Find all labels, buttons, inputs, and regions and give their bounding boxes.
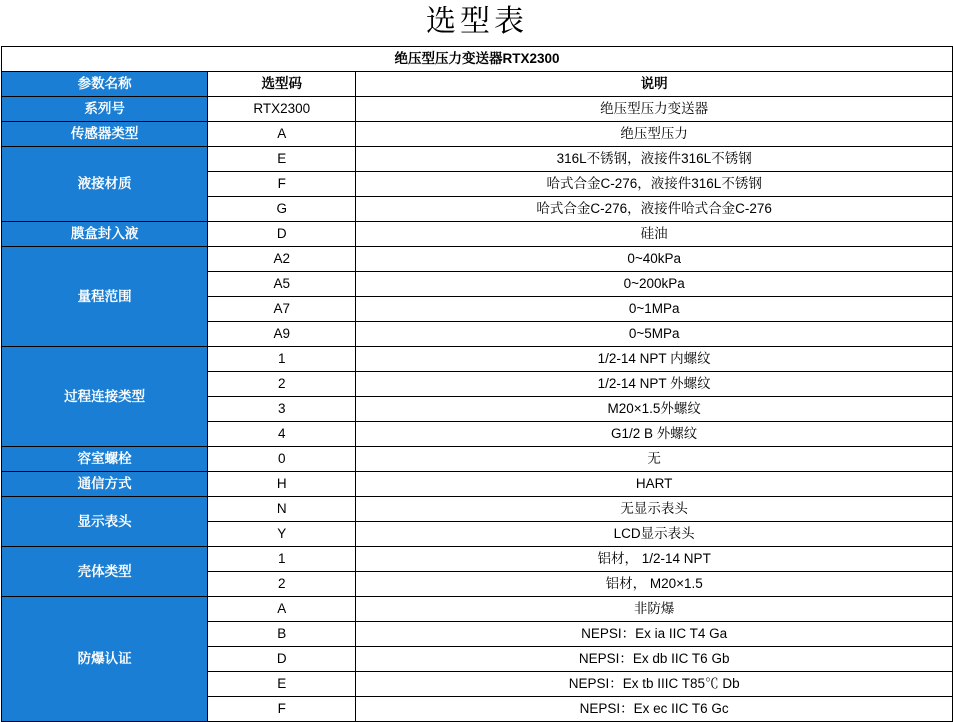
selection-code-cell: 2	[208, 572, 356, 597]
description-cell: NEPSI：Ex db IIC T6 Gb	[356, 647, 953, 672]
selection-code-cell: F	[208, 697, 356, 722]
selection-code-cell: A7	[208, 297, 356, 322]
param-name-cell: 过程连接类型	[2, 347, 208, 447]
description-cell: NEPSI：Ex ec IIC T6 Gc	[356, 697, 953, 722]
selection-code-cell: 1	[208, 547, 356, 572]
selection-code-cell: E	[208, 147, 356, 172]
description-cell: NEPSI：Ex ia IIC T4 Ga	[356, 622, 953, 647]
table-row	[2, 247, 953, 272]
description-cell: 0~200kPa	[356, 272, 953, 297]
selection-code-cell: A	[208, 597, 356, 622]
description-cell: LCD显示表头	[356, 522, 953, 547]
description-cell: 1/2-14 NPT 外螺纹	[356, 372, 953, 397]
selection-code-cell: E	[208, 672, 356, 697]
selection-code-cell: F	[208, 172, 356, 197]
table-row	[2, 222, 953, 247]
table-header-row	[2, 72, 953, 97]
description-cell: 硅油	[356, 222, 953, 247]
description-cell: HART	[356, 472, 953, 497]
description-cell: 无	[356, 447, 953, 472]
header-param: 参数名称	[2, 72, 208, 97]
description-cell: 非防爆	[356, 597, 953, 622]
table-row	[2, 547, 953, 572]
param-name-cell: 容室螺栓	[2, 447, 208, 472]
selection-code-cell: D	[208, 647, 356, 672]
table-row	[2, 147, 953, 172]
header-desc: 说明	[356, 72, 953, 97]
table-subtitle-row	[2, 47, 953, 72]
description-cell: 绝压型压力变送器	[356, 97, 953, 122]
selection-code-cell: A2	[208, 247, 356, 272]
selection-code-cell: A5	[208, 272, 356, 297]
description-cell: M20×1.5外螺纹	[356, 397, 953, 422]
selection-code-cell: 4	[208, 422, 356, 447]
selection-code-cell: 3	[208, 397, 356, 422]
param-name-cell: 壳体类型	[2, 547, 208, 597]
selection-code-cell: G	[208, 197, 356, 222]
description-cell: 0~1MPa	[356, 297, 953, 322]
param-name-cell: 通信方式	[2, 472, 208, 497]
description-cell: 绝压型压力	[356, 122, 953, 147]
selection-code-cell: 0	[208, 447, 356, 472]
table-row	[2, 597, 953, 622]
param-name-cell: 系列号	[2, 97, 208, 122]
selection-code-cell: A	[208, 122, 356, 147]
description-cell: 哈式合金C-276，液接件316L不锈钢	[356, 172, 953, 197]
selection-code-cell: 1	[208, 347, 356, 372]
description-cell: 无显示表头	[356, 497, 953, 522]
param-name-cell: 防爆认证	[2, 597, 208, 722]
selection-code-cell: Y	[208, 522, 356, 547]
selection-code-cell: RTX2300	[208, 97, 356, 122]
description-cell: 1/2-14 NPT 内螺纹	[356, 347, 953, 372]
description-cell: 铝材， M20×1.5	[356, 572, 953, 597]
table-row	[2, 447, 953, 472]
description-cell: 316L不锈钢，液接件316L不锈钢	[356, 147, 953, 172]
table-row	[2, 472, 953, 497]
table-subtitle: 绝压型压力变送器RTX2300	[2, 47, 953, 72]
description-cell: 铝材， 1/2-14 NPT	[356, 547, 953, 572]
selection-code-cell: H	[208, 472, 356, 497]
param-name-cell: 量程范围	[2, 247, 208, 347]
table-row	[2, 122, 953, 147]
selection-code-cell: N	[208, 497, 356, 522]
page-title: 选型表	[426, 5, 528, 38]
param-name-cell: 传感器类型	[2, 122, 208, 147]
table-row	[2, 347, 953, 372]
selection-table	[1, 46, 953, 722]
param-name-cell: 液接材质	[2, 147, 208, 222]
selection-code-cell: 2	[208, 372, 356, 397]
param-name-cell: 膜盒封入液	[2, 222, 208, 247]
description-cell: 0~5MPa	[356, 322, 953, 347]
param-name-cell: 显示表头	[2, 497, 208, 547]
table-row	[2, 497, 953, 522]
selection-code-cell: A9	[208, 322, 356, 347]
selection-code-cell: D	[208, 222, 356, 247]
description-cell: NEPSI：Ex tb IIIC T85℃ Db	[356, 672, 953, 697]
description-cell: 哈式合金C-276，液接件哈式合金C-276	[356, 197, 953, 222]
description-cell: 0~40kPa	[356, 247, 953, 272]
table-row	[2, 97, 953, 122]
selection-code-cell: B	[208, 622, 356, 647]
description-cell: G1/2 B 外螺纹	[356, 422, 953, 447]
header-code: 选型码	[208, 72, 356, 97]
